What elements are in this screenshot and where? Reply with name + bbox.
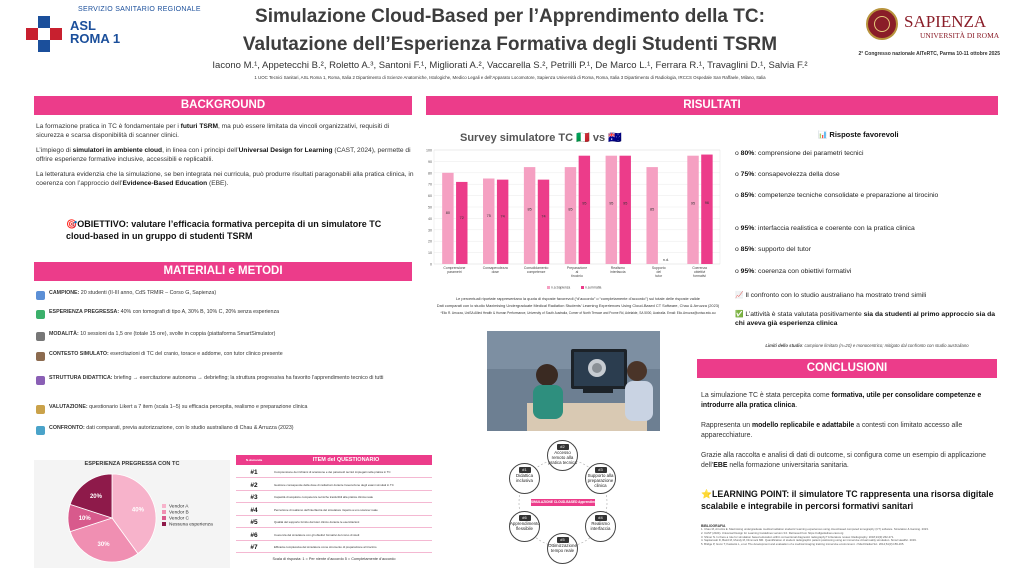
method-label: ESPERIENZA PREGRESSA: — [49, 309, 120, 315]
header-num: N.domanda — [245, 458, 263, 462]
question-number: #1 — [250, 469, 258, 476]
objective: 🎯OBIETTIVO: valutare l’efficacia formativa percepita di un simulatore TC cloud-based in un gruppo di studenti TSRM — [66, 219, 382, 242]
result-pct: 95% — [740, 268, 755, 275]
survey-chart-title: Survey simulatore TC 🇮🇹 vs 🇦🇺 — [460, 132, 622, 144]
bar — [538, 180, 549, 264]
question-text: Gestione consapevole della dose di radiazioni durante l’esecuzione degli esami simulati in TC — [274, 482, 394, 487]
legend-label: Nessuna esperienza — [169, 522, 213, 528]
method-item — [49, 351, 411, 358]
method-item — [49, 425, 411, 432]
x-tick-label: Comprensione — [443, 266, 466, 270]
bar-data-label: n.d. — [662, 258, 670, 262]
result-item — [735, 224, 997, 233]
x-tick-label: del — [656, 270, 661, 274]
y-tick-label: 90 — [428, 159, 432, 164]
background-p2: L’impiego di simulatori in ambiente cloud, in linea con i principi dell’Universal Design for Learning (CAST, 2024), permette di offrire esperienze formative inclusive, accessibili e replicabili. — [36, 147, 411, 164]
question-number: #2 — [250, 481, 258, 489]
bar-data-label: 80 — [445, 210, 451, 215]
node-label: Realismo interfaccia — [590, 521, 611, 531]
node-number: #4 — [595, 515, 607, 521]
questionnaire-row — [236, 517, 432, 528]
method-text: 40% con tomografi di tipo A, 30% B, 10% C, 20% senza esperienza — [119, 309, 280, 315]
method-item — [49, 375, 411, 382]
method-text: 10 sessioni da 1,5 ore (totale 15 ore), svolte in coppia (piattaforma SmartSimulator) — [78, 331, 276, 337]
legend-label: n.a.Sapienza — [551, 285, 571, 290]
results-heading: RISULTATI — [426, 96, 998, 115]
question-number: #4 — [250, 506, 258, 514]
result-item — [735, 245, 997, 254]
asl-cross-icon — [26, 16, 62, 52]
y-tick-label: 60 — [428, 194, 432, 199]
x-tick-label: formativi — [693, 274, 706, 278]
x-tick-label: competenze — [526, 270, 546, 274]
bar — [442, 173, 453, 264]
method-label: STRUTTURA DIDATTICA: — [49, 375, 113, 381]
experience-pie-chart — [34, 460, 230, 568]
question-number: #7 — [250, 544, 258, 551]
y-tick-label: 40 — [428, 216, 432, 221]
node-number: #1 — [519, 467, 531, 473]
bar-data-label: 85 — [650, 207, 655, 212]
learning-diagram — [487, 435, 639, 570]
result-text: : coerenza con obiettivi formativi — [754, 268, 852, 275]
asl-name-line1: ASL — [70, 18, 96, 33]
x-tick-label: Preparazione — [566, 266, 588, 270]
method-icon — [36, 352, 45, 361]
bar — [579, 156, 590, 264]
bar-data-label: 96 — [704, 200, 710, 205]
sapienza-subtitle: UNIVERSITÀ DI ROMA — [920, 31, 1000, 40]
node-label: Accesso remoto alla pratica tecnica — [548, 450, 577, 465]
bar — [619, 156, 630, 264]
question-number: #5 — [250, 519, 258, 526]
bar-data-label: 74 — [541, 214, 546, 219]
result-text: : consapevolezza della dose — [754, 171, 840, 178]
background-heading: BACKGROUND — [34, 96, 412, 115]
affiliations: 1 UOC Tecnici Sanitari, ASL Roma 1, Roma, Italia 2 Dipartimento di Scienze Anatomiche, Istologiche, Medico Legali e dell’Apparato Locomotore, Sapienza Università di Roma, Roma, Italia 3 Dipartimento di Radiologia, IRCCS Ospedale San Raffaele, Milano, Italia — [254, 75, 766, 80]
node-number: #3 — [595, 467, 607, 473]
legend-label: Vendor A — [169, 504, 189, 510]
legend-swatch — [162, 504, 166, 508]
bibliography-entry: 5. Bridge P, Gunn T, Kastanis L, et al. The development and evaluation of a medical imaging training immersive environment. J Med Radiat Sci. 2014;61(3):159-165. — [701, 541, 905, 546]
pie-svg — [34, 460, 230, 568]
bar — [606, 156, 617, 264]
y-tick-label: 10 — [428, 251, 432, 256]
conclusion-p3: Grazie alla raccolta e analisi di dati di outcome, si configura come un esempio di applicazione dell’EBE nella formazione universitaria sanitaria. — [701, 452, 986, 469]
diagram-node — [547, 533, 578, 564]
result-text: : interfaccia realistica e coerente con la pratica clinica — [754, 225, 915, 232]
x-tick-label: al — [575, 270, 579, 274]
diagram-node — [547, 440, 578, 471]
bullet: o — [735, 150, 741, 157]
y-tick-label: 0 — [430, 262, 432, 267]
bar-data-label: 95 — [582, 201, 587, 206]
pie-legend-item — [162, 510, 189, 515]
node-number: #6 — [519, 515, 531, 521]
questionnaire-row — [236, 530, 432, 541]
node-label: Didattica inclusiva — [515, 473, 534, 483]
legend-swatch — [581, 286, 584, 289]
question-text: Efficacia complessiva del simulatore come strumento di preparazione al tirocinio — [274, 545, 377, 549]
bullet: o — [735, 246, 741, 253]
methods-heading: MATERIALI e METODI — [34, 262, 412, 281]
method-text: 20 studenti (II-III anno, CdS TRMIR – Corso G, Sapienza) — [79, 290, 217, 296]
node-number: #5 — [557, 537, 569, 543]
poster-title-line1: Simulazione Cloud-Based per l’Apprendimento della TC: — [255, 6, 765, 27]
bibliography — [701, 524, 1001, 547]
x-tick-label: dose — [491, 270, 499, 274]
legend-swatch — [547, 286, 550, 289]
conclusion-p1: La simulazione TC è stata percepita come formativa, utile per consolidare competenze e introdurre alla pratica clinica. — [701, 392, 982, 409]
bar-data-label: 74 — [500, 214, 505, 219]
method-label: VALUTAZIONE: — [49, 404, 88, 410]
question-text: Qualità del supporto fornito dal tutor clinico durante le esercitazioni — [274, 520, 360, 524]
method-icon — [36, 332, 45, 341]
x-tick-label: tirocinio — [571, 274, 583, 278]
bar-data-label: 75 — [486, 213, 491, 218]
x-tick-label: Coerenza — [692, 266, 707, 270]
bibliography-entry: 3. Shiner N. Is there a role for simulation based education within conventional diagnostic radiography? A literature review. Radiography. 2018;24(3):262-271. — [701, 534, 895, 539]
bibliography-entry: 2. CAST (2024). Universal Design for Learning Guidelines version 3.0. Retrieved from https://udlguidelines.cast.org — [701, 531, 844, 536]
method-item — [49, 309, 411, 316]
x-tick-label: Supporto — [651, 266, 666, 270]
method-text: esercitazioni di TC del cranio, torace e addome, con tutor clinico presente — [108, 351, 283, 357]
result-pct: 85% — [740, 246, 755, 253]
legend-label: n.a.mmatia — [585, 285, 602, 290]
legend-swatch — [162, 510, 166, 514]
pie-legend-item — [162, 504, 188, 509]
method-item — [49, 331, 411, 338]
bullet: o — [735, 268, 741, 275]
conclusions-heading: CONCLUSIONI — [697, 359, 997, 378]
questionnaire-row — [236, 505, 432, 516]
result-text: : comprensione dei parametri tecnici — [754, 150, 864, 157]
bullet: o — [735, 171, 741, 178]
sapienza-name: SAPIENZA — [904, 12, 987, 31]
asl-name — [70, 19, 120, 45]
bar — [483, 179, 494, 265]
diagram-center: SIMULAZIONE CLOUD-BASED Apprendimento TC — [531, 500, 607, 504]
x-tick-label: Realismo — [610, 266, 625, 270]
node-label: Apprendimento flessibile — [510, 521, 540, 531]
method-label: CONFRONTO: — [49, 425, 85, 431]
result-item — [735, 191, 997, 200]
positive-text: ✅ L’attività è stata valutata positivamente sia da studenti al primo approccio sia da chi aveva già esperienza clinica — [735, 311, 996, 328]
result-pct: 85% — [740, 192, 755, 199]
x-tick-label: parametri — [447, 270, 462, 274]
result-item — [735, 170, 997, 179]
bar — [701, 155, 712, 264]
authors: Iacono M.¹, Appetecchi B.², Roletto A.³, Santoni F.¹, Migliorati A.², Vaccarella S.², Petrilli P.¹, De Marco L.¹, Ferrara R.¹, Travaglini D.¹, Salvia F.² — [212, 60, 808, 71]
background-p1: La formazione pratica in TC è fondamentale per i futuri TSRM, ma può essere limitata da vincoli organizzativi, requisiti di sicurezza e scarsa disponibilità di scanner clinici. — [36, 123, 390, 140]
questionnaire-row — [236, 480, 432, 491]
bar — [524, 167, 535, 264]
questionnaire-row — [236, 542, 432, 553]
node-number: #2 — [557, 444, 569, 450]
bar-data-label: 95 — [690, 201, 696, 206]
chart-caption-1: Le percentuali riportate rappresentano la quota di risposte favorevoli (“d’accordo” o “completamente d’accordo”) sul totale delle risposte valide — [456, 296, 700, 301]
bullet: o — [735, 225, 741, 232]
bar-data-label: 95 — [609, 201, 614, 206]
method-text: dati comparati, previa autorizzazione, con lo studio australiano di Chau & Arruzza (2023) — [84, 425, 294, 431]
question-text: Coerenza del simulatore con gli obiettivi formativi del corso di studi — [274, 532, 360, 537]
x-tick-label: tutor — [655, 274, 663, 278]
legend-label: Vendor C — [169, 516, 190, 522]
poster-title-line2: Valutazione dell’Esperienza Formativa degli Studenti TSRM — [242, 34, 778, 55]
chart-caption-2: Dati comparati con lo studio Maximising Undergraduate Medical Radiation Students’ Learning Experiences Using Cloud-Based CT Software, Chau & Arruzza (2023) — [436, 303, 720, 308]
result-pct: 75% — [740, 171, 755, 178]
questionnaire-row — [236, 467, 432, 478]
question-text: Comprensione dei richiami di scansione e dei parametri tecnici impiegati nella pratica in TC — [274, 470, 391, 474]
compare-text: 📈 Il confronto con lo studio australiano ha mostrato trend simili — [735, 292, 927, 299]
questionnaire-row — [236, 492, 432, 503]
method-icon — [36, 310, 45, 319]
sapienza-seal-icon — [866, 8, 898, 40]
node-label: Supporto alla preparazione clinica — [587, 473, 614, 488]
y-tick-label: 70 — [428, 182, 432, 187]
header-title: ITEM del QUESTIONARIO — [312, 457, 380, 463]
y-tick-label: 50 — [428, 205, 432, 210]
photo-illustration — [487, 331, 660, 431]
legend-swatch — [162, 522, 166, 526]
background-text — [36, 122, 414, 195]
favorable-title: 📊 Risposte favorevoli — [818, 130, 899, 139]
y-tick-label: 100 — [426, 148, 432, 153]
bar — [646, 167, 657, 264]
pie-slice-label: 40% — [131, 507, 144, 514]
pie-slice-label: 20% — [89, 493, 102, 500]
x-tick-label: Consolidamento — [523, 266, 549, 270]
result-text: : competenze tecniche consolidate e preparazione al tirocinio — [754, 192, 939, 199]
result-item — [735, 149, 997, 158]
legend-label: Vendor B — [169, 510, 189, 516]
method-label: MODALITÀ: — [49, 331, 79, 337]
method-icon — [36, 405, 45, 414]
question-number: #6 — [250, 531, 258, 539]
method-text: briefing → esercitazione autonoma → debriefing; la struttura progressiva ha favorito l’apprendimento tecnico di tutti — [112, 375, 384, 381]
legend-swatch — [162, 516, 166, 520]
y-tick-label: 80 — [428, 171, 432, 176]
pie-title: ESPERIENZA PREGRESSA CON TC — [84, 461, 180, 467]
pie-slice-label: 10% — [78, 516, 91, 522]
method-text: questionario Likert a 7 item (scala 1–5) su efficacia percepita, realismo e preparazione clinica — [87, 404, 308, 410]
x-tick-label: obiettivi — [693, 270, 706, 274]
y-tick-label: 20 — [428, 239, 432, 244]
study-limits: Limiti dello studio: campione limitato (n=20) e monocentrico; mitigato dal confronto con studio australiano — [765, 343, 969, 348]
method-item — [49, 404, 411, 411]
bullet: o — [735, 192, 741, 199]
questionnaire-table — [236, 455, 432, 555]
scale-note: Scala di risposta: 1 = Per niente d’accordo 5 = Completamente d’accordo — [272, 557, 396, 561]
question-text: Capacità di acquisire competenze tecniche trasferibili alla pratica clinica reale — [274, 495, 373, 499]
bibliography-entry: 1. Chau M, Arruzza E. Maximising undergraduate medical radiation students’ learning experiences using cloud-based computed tomography (CT) software. Simulation & Gaming. 2023. — [701, 527, 929, 532]
diagram-node — [585, 463, 616, 494]
pie-slice-label: 30% — [97, 541, 110, 548]
survey-bar-chart — [420, 146, 730, 294]
method-label: CONTESTO SIMULATO: — [49, 351, 109, 357]
congress-info: 2° Congresso nazionale AITeRTC, Parma 10-11 ottobre 2025 — [858, 51, 1000, 57]
result-pct: 80% — [740, 150, 755, 157]
method-icon — [36, 426, 45, 435]
result-text: : supporto del tutor — [754, 246, 811, 253]
question-text: Percezione di realismo dell’interfaccia del simulatore rispetto a uno scanner reale — [274, 507, 378, 512]
x-tick-label: Consapevolezza — [482, 266, 508, 270]
diagram-node — [509, 463, 540, 494]
method-icon — [36, 376, 45, 385]
bar — [565, 167, 576, 264]
x-tick-label: interfaccia — [610, 270, 626, 274]
chart-caption-3: *Elio R. Arruzza, UniSA Allied Health & Human Performance, University of South Australia, Corner of North Terrace and Frome Rd, Adelaide, SA 5000, Australia. Email: Elio.Arruzza@unisa.edu.au — [440, 311, 716, 315]
question-number: #3 — [250, 494, 258, 501]
bar — [456, 182, 467, 264]
diagram-node — [509, 511, 540, 542]
pie-legend-item — [162, 522, 213, 527]
method-item — [49, 290, 411, 297]
students-photo — [487, 331, 660, 431]
bibliography-entry: 4. Sapkaroski D, Baird M, Mundy M, Dimmock MR. Quantification of student radiographic patient positioning using an immersive virtual reality simulation. Simul Healthc. 2019. — [701, 538, 917, 543]
bar — [497, 180, 508, 264]
bar-data-label: 95 — [623, 201, 628, 206]
background-p3: La letteratura evidenzia che la simulazione, se ben integrata nei curricula, può produrre risultati paragonabili alla pratica clinica, in coerenza con l’approccio dell’Evidence-Based Education (EBE). — [36, 171, 414, 188]
y-tick-label: 30 — [428, 228, 432, 233]
asl-name-line2: ROMA 1 — [70, 31, 121, 46]
asl-caption: SERVIZIO SANITARIO REGIONALE — [78, 6, 201, 13]
questionnaire-header — [236, 455, 432, 465]
diagram-node — [585, 511, 616, 542]
bar-data-label: 85 — [527, 207, 532, 212]
node-label: Ottimizzazione tempo reale — [548, 543, 577, 553]
result-item — [735, 267, 997, 276]
method-icon — [36, 291, 45, 300]
bibliography-title: BIBLIOGRAFIA — [701, 524, 726, 528]
bar — [687, 156, 698, 264]
result-pct: 95% — [740, 225, 755, 232]
asl-roma1-logo — [26, 6, 206, 58]
method-label: CAMPIONE: — [49, 290, 80, 296]
bar-data-label: 72 — [459, 215, 464, 220]
conclusion-p2: Rappresenta un modello replicabile e adattabile a contesti con limitato accesso alle apparecchiature. — [701, 422, 963, 439]
learning-point: ⭐LEARNING POINT: il simulatore TC rappresenta una risorsa digitale scalabile e integrabile in percorsi formativi sanitari — [701, 489, 994, 512]
pie-legend-item — [162, 516, 189, 521]
bar-data-label: 85 — [568, 207, 573, 212]
